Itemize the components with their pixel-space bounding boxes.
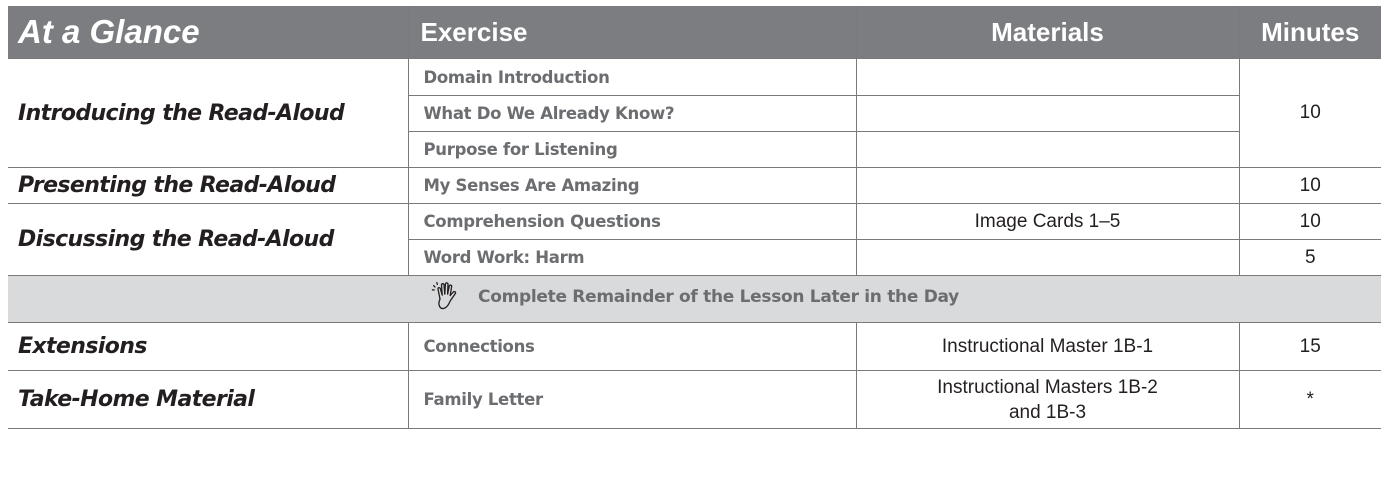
banner-text: Complete Remainder of the Lesson Later in the Day — [478, 286, 959, 307]
minutes-cell: 10 — [1239, 204, 1381, 240]
materials-cell: Instructional Master 1B-1 — [856, 323, 1239, 371]
section-title-extensions: Extensions — [8, 323, 408, 371]
table-row — [8, 59, 1381, 96]
section-title-takehome: Take-Home Material — [8, 371, 408, 429]
materials-cell — [856, 132, 1239, 168]
materials-line-2: and 1B-3 — [1008, 401, 1087, 423]
exercise-cell: Word Work: Harm — [408, 240, 856, 276]
minutes-cell: 5 — [1239, 240, 1381, 276]
exercise-cell: My Senses Are Amazing — [408, 168, 856, 204]
materials-line-1: Instructional Masters 1B-2 — [937, 376, 1158, 398]
materials-cell — [856, 371, 1239, 429]
materials-cell — [856, 168, 1239, 204]
materials-cell — [856, 240, 1239, 276]
table-row — [8, 371, 1381, 429]
minutes-cell: 15 — [1239, 323, 1381, 371]
header-minutes: Minutes — [1239, 6, 1381, 59]
header-materials: Materials — [856, 6, 1239, 59]
minutes-cell: 10 — [1239, 168, 1381, 204]
section-title-introducing: Introducing the Read-Aloud — [8, 59, 408, 168]
exercise-cell: Domain Introduction — [408, 59, 856, 96]
banner — [430, 280, 959, 314]
section-title-discussing: Discussing the Read-Aloud — [8, 204, 408, 276]
materials-cell — [856, 96, 1239, 132]
materials-cell — [856, 59, 1239, 96]
exercise-cell: Connections — [408, 323, 856, 371]
table-row — [8, 323, 1381, 371]
header-row — [8, 6, 1381, 59]
exercise-cell: Comprehension Questions — [408, 204, 856, 240]
table-row — [8, 204, 1381, 240]
minutes-cell: 10 — [1239, 59, 1381, 168]
exercise-cell: What Do We Already Know? — [408, 96, 856, 132]
header-at-a-glance: At a Glance — [8, 6, 408, 59]
exercise-cell: Family Letter — [408, 371, 856, 429]
banner-row — [8, 276, 1381, 323]
exercise-cell: Purpose for Listening — [408, 132, 856, 168]
hand-icon — [430, 280, 464, 314]
banner-cell — [8, 276, 1381, 323]
at-a-glance-table — [8, 6, 1381, 429]
materials-cell: Image Cards 1–5 — [856, 204, 1239, 240]
minutes-cell: * — [1239, 371, 1381, 429]
section-title-presenting: Presenting the Read-Aloud — [8, 168, 408, 204]
header-exercise: Exercise — [408, 6, 856, 59]
table-row — [8, 168, 1381, 204]
